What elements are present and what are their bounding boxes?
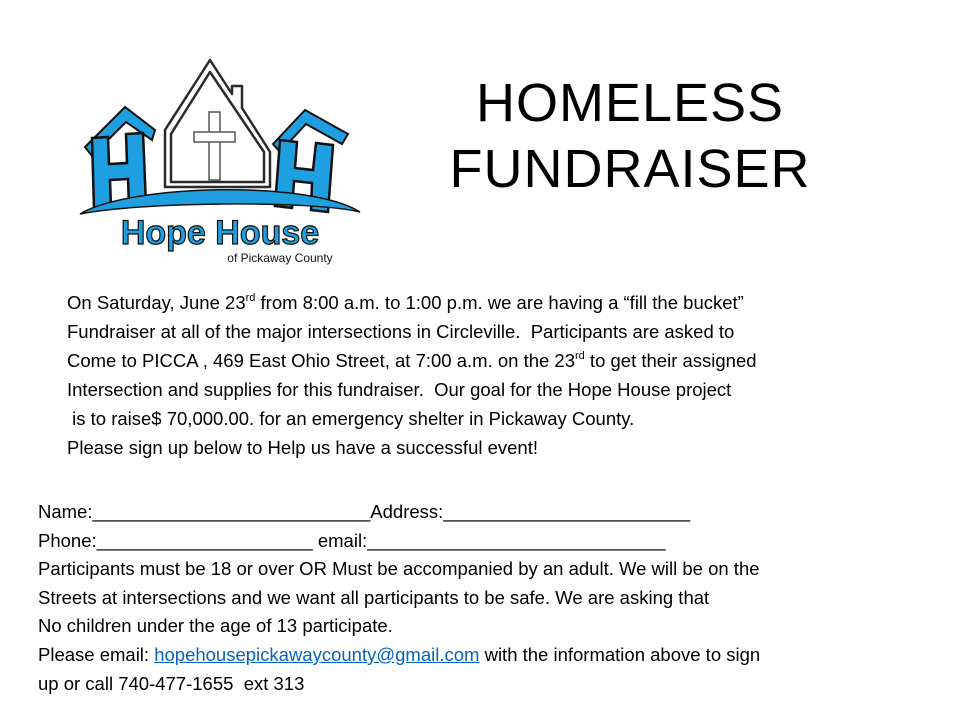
intro-paragraph (67, 288, 917, 462)
intro-text: to get their assigned (584, 350, 757, 371)
requirements-line: Streets at intersections and we want all participants to be safe. We are asking that (38, 586, 710, 608)
ordinal-suffix: rd (245, 291, 256, 304)
intro-line (67, 346, 917, 375)
intro-line: Fundraiser at all of the major intersections in Circleville. Participants are asked to (67, 321, 735, 342)
requirements-line: No children under the age of 13 participate. (38, 615, 393, 637)
intro-line (67, 288, 917, 317)
intro-line: Please sign up below to Help us have a successful event! (67, 437, 539, 458)
requirements-line: Participants must be 18 or over OR Must be accompanied by an adult. We will be on the (38, 558, 760, 580)
contact-line (38, 641, 938, 670)
ordinal-suffix: rd (575, 349, 585, 362)
phone-email-field[interactable]: Phone:_____________________ email:_____________________________ (38, 529, 666, 551)
intro-line: is to raise$ 70,000.00. for an emergency shelter in Pickaway County. (67, 408, 635, 429)
intro-text: On Saturday, June 23 (67, 292, 246, 313)
name-address-field[interactable]: Name:___________________________Address:________________________ (38, 501, 691, 522)
logo-name: Hope House (120, 214, 320, 252)
contact-line: up or call 740-477-1655 ext 313 (38, 672, 305, 694)
logo-subtitle: of Pickaway County (227, 251, 333, 265)
cross-icon (194, 112, 235, 180)
contact-text: Please email: (38, 643, 155, 665)
contact-text: with the information above to sign (479, 643, 761, 665)
page-title (420, 70, 840, 202)
intro-text: Come to PICCA , 469 East Ohio Street, at 7:00 a.m. on the 23 (67, 350, 576, 371)
hope-house-logo (70, 52, 370, 267)
intro-line: Intersection and supplies for this fundraiser. Our goal for the Hope House project (67, 379, 732, 400)
title-line-1: HOMELESS (475, 73, 785, 133)
title-line-2: FUNDRAISER (449, 139, 811, 199)
email-link[interactable]: hopehousepickawaycounty@gmail.com (154, 643, 480, 665)
intro-text: from 8:00 a.m. to 1:00 p.m. we are having a “fill the bucket” (255, 292, 744, 313)
signup-section (38, 498, 938, 698)
